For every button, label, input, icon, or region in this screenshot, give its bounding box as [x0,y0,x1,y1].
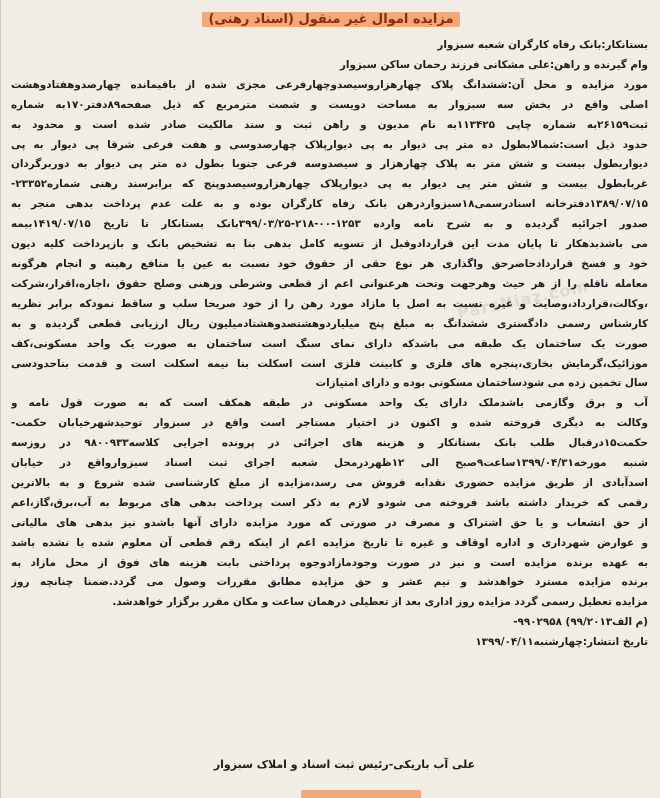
notice-line: ثبت۲۶۱۵۹به شماره چاپی ۱۱۳۴۲۵به نام مدیون و راهن ثبت و سند مالکیت صادر شده است و محدود به [11,118,648,131]
notice-line: صورت یک ساختمان یک طبقه می باشدکه دارای نمای سنگ است ساختمان به صورت یک واحد مسکونی،کف [11,337,648,350]
notice-line: کارشناس رسمی دادگستری ششدانگ به مبلغ پنج میلیاردوهشتصدوهشتادمیلیون ریال ارزیابی قطعی گردیده و به [11,317,648,330]
notice-line: برنده مزایده مسترد خواهدشد و نیم عشر و حق مزایده مطابق مقررات وصول می گردد.ضمنا چنانچه روز [11,576,648,589]
notice-line: رقمی که خریدار داشته باشد فروخته می شودو لازم به ذکر است پرداخت بدهی های مربوط به آب،برق،گاز،اعم [11,496,648,509]
bottom-decoration [301,790,421,798]
notice-line: شنبه مورخه۱۳۹۹/۰۴/۳۱ساعت۹صبح الی ۱۲ظهردرمحل شعبه اجرای ثبت اسناد سبزوارواقع در خیابان [11,457,648,470]
notice-title-text: مزایده اموال غیر منقول (اسناد رهنی) [202,12,459,27]
notice-line: صدور اجرائیه گردیده و به شرح نامه وارده ۱۲۵۳-۰۰-۲۱۸-۳۹۹/۰۳/۲۵بانک بستانکار تا تاریخ ۱۴۱۹/۰۷/۱۵بیمه [11,218,648,231]
notice-line: به عهده برنده مزایده است و نیز در صورت وجودمازادوجوه پرداختی بابت هزینه های فوق از محل مازاد به [11,556,648,569]
notice-line: سال تخمین زده می شودساختمان مسکونی بوده و دارای امتیازات [315,377,648,390]
signature: علی آب باریکی-رئیس ثبت اسناد و املاک سبزوار [213,758,476,771]
notice-line: بستانکار:بانک رفاه کارگران شعبه سبزوار [437,39,648,51]
notice-line: موزائیک،گرمایش بخاری،پنجره های فلزی و کابینت فلزی است اسکلت بنا نیمه اسکلت است و قدمت بناحدودسی [11,357,648,370]
watermark-text: ParsNiaz.com [455,276,591,323]
notice-line: ،وکالت،قرارداد،وصایت و غیره نسبت به اصل یا مازاد مورد رهن را از خود صریحا سلب و ساقط نمودکه برابر نظریه [11,297,648,310]
notice-title [131,8,531,32]
notice-line: حدود ذیل است:شمالابطول ده متر پی دیوار به پی دیوارپلاک چهارصدوسی و هفت فرعی شرقا پی دیوار به پی [11,138,648,151]
notice-line: خود و فسخ قراردادحاضرحق واگذاری هر نوع حقی از حقوق خود نسبت به عین یا منافع رهینه و انجام هرگونه [11,257,648,270]
notice-line: وام گیرنده و راهن:علی مشکانی فرزند رحمان ساکن سبزوار [339,58,648,71]
notice-line: (م الف۹۹/۲۰۱۳) ۹۹۰۲۹۵۸- [513,616,648,629]
notice-line: حکمت۱۵درقبال طلب بانک بستانکار و هزینه های اجرائی در پرونده اجرایی کلاسه۹۸۰۰۹۳۳ در روزسه [11,437,648,450]
notice-line: غربابطول بیست و شش متر پی دیوار به پی دیوارپلاک چهارهزاروسیصدوپنج که برابرسند رهنی شماره۲۳۳۵۲- [11,178,648,191]
notice-line: اصلی واقع در بخش سه سبزوار به مساحت دویست و شصت مترمربع که ذیل صفحه۸۹دفتر۱۷۰به شماره [11,98,648,111]
notice-line: وکالت به دیگری فروخته شده و اکنون در اختیار مستاجر است واقع در سبزوار توحیدشهرخیابان حکمت- [11,417,648,430]
notice-line: می باشدبدهکار تا پایان مدت این قراردادوقبل از تسویه کامل بدهی بنا به تشخیص بانک و بازپرداخت کلیه دیون [11,238,648,251]
notice-line: از حق انشعاب و یا حق اشتراک و مصرف در صورتی که مورد مزایده دارای آنها باشدو نیز بدهی های مالیاتی [11,516,648,529]
notice-line: ۱۳۸۹/۰۷/۱۵دفترخانه اسنادرسمی۱۸سبزواردرهن بانک رفاه کارگران بوده و به علت عدم پرداخت بدهی منجر به [11,198,648,211]
notice-body [11,36,648,653]
notice-line: مورد مزایده و محل آن:ششدانگ پلاک چهارهزاروسیصدوچهارفرعی مجزی شده از باقیمانده چهارصدوهفتادوهشت [11,78,648,91]
notice-line: اسدآبادی از طریق مزایده حضوری نقدابه فروش می رسد،مزایده از مبلغ کارشناسی شده شروع و به بالاترین [11,476,648,489]
notice-line: و عوارض شهرداری و اداره اوقاف و غیره تا تاریخ مزایده اعم از اینکه رقم قطعی آن معلوم شده یا نشده باشد [11,536,648,549]
notice-line: آب و برق وگازمی باشدملک دارای یک واحد مسکونی در طبقه همکف است که به صورت قول نامه و [11,397,648,410]
notice-line: مزایده تعطیل رسمی گردد مزایده روز اداری بعد از تعطیلی درهمان ساعت و مکان مقرر برگزار خواهدشد. [112,596,648,609]
notice-line: دیواربطول بیست و شش متر به پلاک چهارهزار و سیصدوسه فرعی جنوبا بطول ده متر پی دیوار به دوربرگردان [11,158,648,171]
notice-line: تاریخ انتشار:چهارشنبه۱۳۹۹/۰۴/۱۱ [475,636,648,649]
notice-line: معامله ناقله را از هر حیث وهرجهت وتحت هرعنوانی اعم از قطعی وشرطی ورهنی وصلح حقوق ،اجاره،اقرار،شرکت [11,277,648,290]
